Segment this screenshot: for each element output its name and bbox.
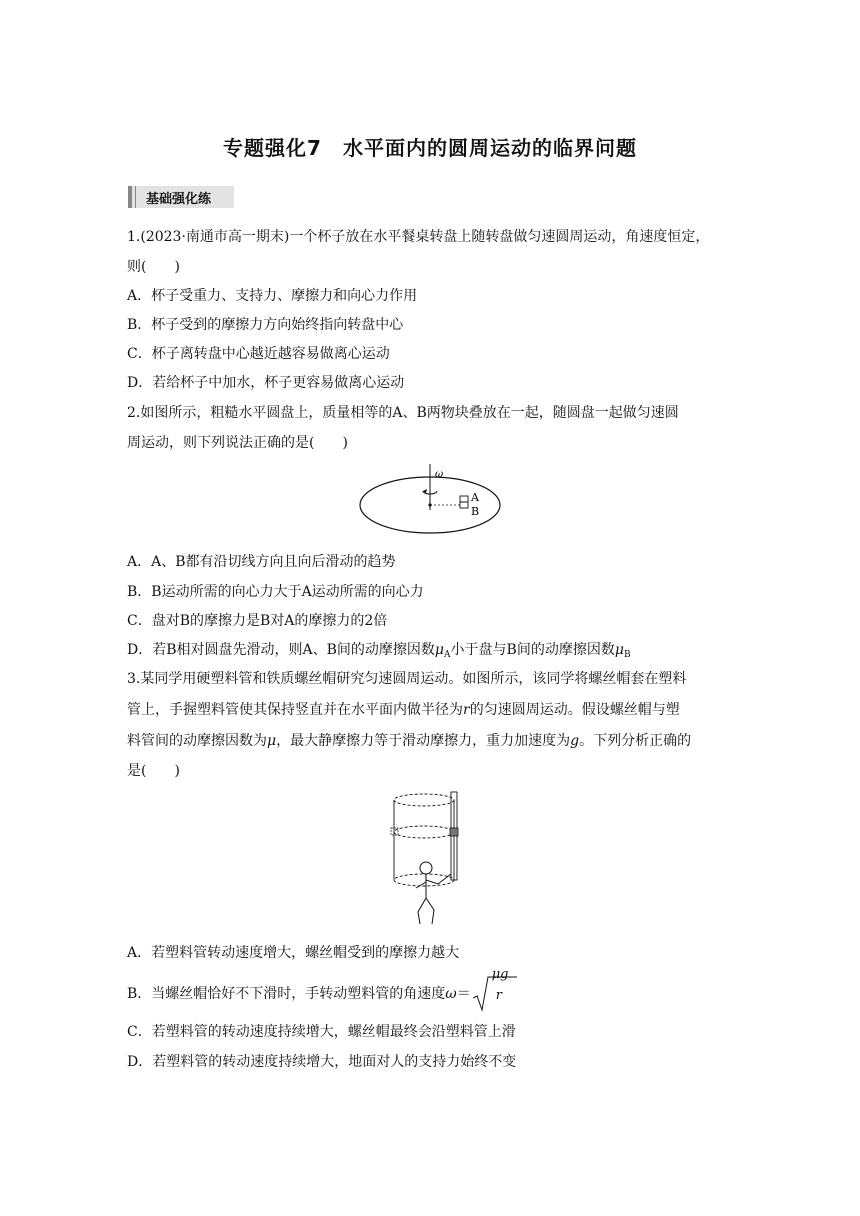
q2-stem-line1: 2.如图所示，粗糙水平圆盘上，质量相等的A、B两物块叠放在一起，随圆盘一起做匀速圆 (127, 405, 679, 421)
rotating-disk-figure (355, 460, 515, 540)
q1-option-d: D．若给杯子中加水，杯子更容易做离心运动 (127, 375, 405, 391)
q3-stem-line3: 料管间的动摩擦因数为μ，最大静摩擦力等于滑动摩擦力，重力加速度为g。下列分析正确的 (127, 733, 692, 749)
q2-option-b: B．B运动所需的向心力大于A运动所需的向心力 (127, 584, 424, 600)
q1-option-c: C．杯子离转盘中心越近越容易做离心运动 (127, 346, 390, 362)
q3-option-c: C．若塑料管的转动速度持续增大，螺丝帽最终会沿塑料管上滑 (127, 1024, 516, 1040)
q2-stem-line2: 周运动，则下列说法正确的是( ) (127, 435, 348, 451)
q3-option-a: A．若塑料管转动速度增大，螺丝帽受到的摩擦力越大 (127, 945, 460, 961)
block-a (460, 496, 468, 502)
q2-option-a: A．A、B都有沿切线方向且向后滑动的趋势 (127, 554, 396, 570)
section-label: 基础强化练 (146, 192, 212, 207)
q3-stem-line2: 管上，手握塑料管使其保持竖直并在水平面内做半径为r的匀速圆周运动。假设螺丝帽与塑 (127, 702, 680, 718)
q2-option-d: D．若B相对圆盘先滑动，则A、B间的动摩擦因数$\mu_A$小于盘与B间的动摩擦因数$\mu_B$ (127, 642, 631, 660)
nut (450, 828, 458, 836)
block-b (460, 502, 468, 508)
q3-stem-line1: 3.某同学用硬塑料管和铁质螺丝帽研究匀速圆周运动。如图所示，该同学将螺丝帽套在塑料 (127, 671, 687, 687)
label-a: A (471, 491, 479, 504)
q3-option-d: D．若塑料管的转动速度持续增大，地面对人的支持力始终不变 (127, 1054, 517, 1070)
q3-option-b: B．当螺丝帽恰好不下滑时，手转动塑料管的角速度ω＝ μg r (127, 974, 517, 1014)
q1-stem-line1: 1.(2023·南通市高一期末)一个杯子放在水平餐桌转盘上随转盘做匀速圆周运动，角速度恒定， (127, 229, 710, 245)
page-title: 专题强化7 水平面内的圆周运动的临界问题 (223, 136, 637, 160)
section-tab (128, 186, 234, 208)
omega-label: ω (435, 469, 444, 480)
q2-option-c: C．盘对B的摩擦力是B对A的摩擦力的2倍 (127, 613, 388, 629)
sqrt-formula: μg r (473, 976, 517, 1012)
q1-option-b: B．杯子受到的摩擦力方向始终指向转盘中心 (127, 317, 404, 333)
tube-rotation-figure (388, 788, 470, 932)
label-b: B (471, 505, 480, 518)
q3-stem-line4: 是( ) (127, 763, 180, 779)
q1-stem-line2: 则( ) (127, 259, 180, 275)
q1-option-a: A．杯子受重力、支持力、摩擦力和向心力作用 (127, 288, 418, 304)
